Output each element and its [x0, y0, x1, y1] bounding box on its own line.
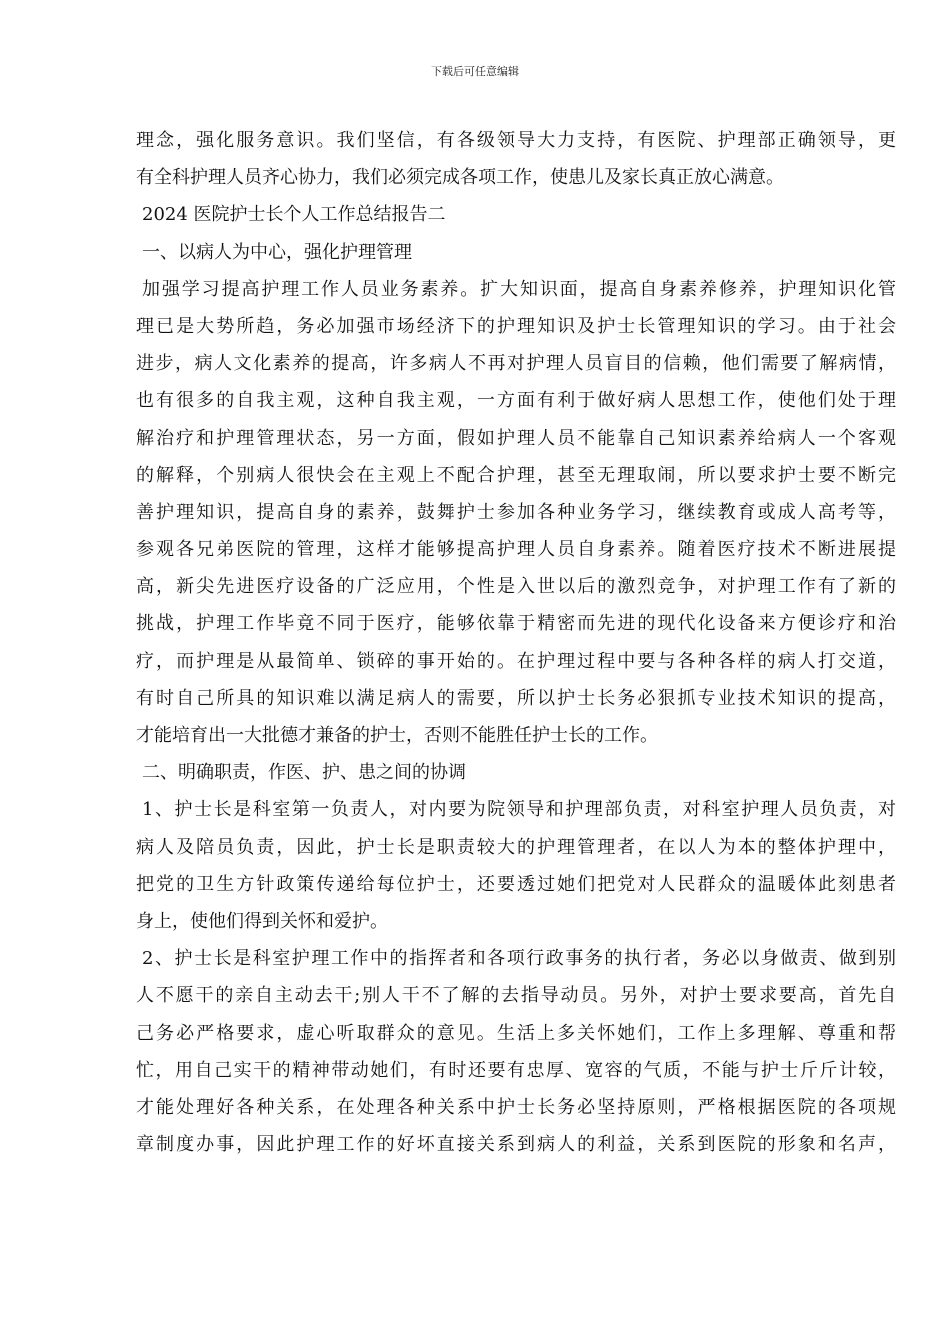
- text-line: 忙，用自己实干的精神带动她们，有时还要有忠厚、宽容的气质，不能与护士斤斤计较，: [136, 1059, 896, 1081]
- text-line: 把党的卫生方针政策传递给每位护士，还要透过她们把党对人民群众的温暖体此刻患者: [136, 873, 896, 895]
- text-line: 一、以病人为中心，强化护理管理: [142, 241, 412, 263]
- text-line: 善护理知识，提高自身的素养，鼓舞护士参加各种业务学习，继续教育或成人高考等，: [136, 501, 896, 523]
- text-line: 身上，使他们得到关怀和爱护。: [136, 910, 388, 932]
- text-line: 才能处理好各种关系，在处理各种关系中护士长务必坚持原则，严格根据医院的各项规: [136, 1096, 896, 1118]
- text-line: 进步，病人文化素养的提高，许多病人不再对护理人员盲目的信赖，他们需要了解病情，: [136, 353, 896, 375]
- text-line: 加强学习提高护理工作人员业务素养。扩大知识面，提高自身素养修养，护理知识化管: [142, 278, 896, 300]
- text-line: 有时自己所具的知识难以满足病人的需要，所以护士长务必狠抓专业技术知识的提高，: [136, 687, 896, 709]
- text-line: 1、护士长是科室第一负责人，对内要为院领导和护理部负责，对科室护理人员负责，对: [142, 799, 896, 821]
- text-line: 理念，强化服务意识。我们坚信，有各级领导大力支持，有医院、护理部正确领导，更: [136, 130, 896, 151]
- page-header: 下载后可任意编辑: [431, 65, 519, 78]
- text-line: 2024 医院护士长个人工作总结报告二: [142, 204, 446, 226]
- text-line: 挑战，护理工作毕竟不同于医疗，能够依靠于精密而先进的现代化设备来方便诊疗和治: [136, 613, 896, 635]
- text-line: 己务必严格要求，虚心听取群众的意见。生活上多关怀她们，工作上多理解、尊重和帮: [136, 1022, 896, 1044]
- text-line: 疗，而护理是从最简单、锁碎的事开始的。在护理过程中要与各种各样的病人打交道，: [136, 650, 896, 672]
- text-line: 也有很多的自我主观，这种自我主观，一方面有利于做好病人思想工作，使他们处于理: [136, 390, 896, 412]
- text-line: 解治疗和护理管理状态，另一方面，假如护理人员不能靠自己知识素养给病人一个客观: [136, 427, 896, 449]
- text-line: 人不愿干的亲自主动去干;别人干不了解的去指导动员。另外，对护士要求要高，首先自: [136, 985, 896, 1007]
- text-line: 有全科护理人员齐心协力，我们必须完成各项工作，使患儿及家长真正放心满意。: [136, 167, 784, 189]
- text-line: 二、明确职责，作医、护、患之间的协调: [142, 762, 466, 784]
- text-line: 病人及陪员负责，因此，护士长是职责较大的护理管理者，在以人为本的整体护理中，: [136, 836, 896, 858]
- text-line: 章制度办事，因此护理工作的好坏直接关系到病人的利益，关系到医院的形象和名声，: [136, 1134, 896, 1156]
- text-line: 2、护士长是科室护理工作中的指挥者和各项行政事务的执行者，务必以身做责、做到别: [142, 948, 896, 970]
- text-line: 理已是大势所趋，务必加强市场经济下的护理知识及护士长管理知识的学习。由于社会: [136, 315, 896, 337]
- text-line: 高，新尖先进医疗设备的广泛应用，个性是入世以后的激烈竞争，对护理工作有了新的: [136, 576, 896, 598]
- text-line: 的解释，个别病人很快会在主观上不配合护理，甚至无理取闹，所以要求护士要不断完: [136, 464, 896, 486]
- text-line: 参观各兄弟医院的管理，这样才能够提高护理人员自身素养。随着医疗技术不断进展提: [136, 539, 896, 561]
- text-line: 才能培育出一大批德才兼备的护士，否则不能胜任护士长的工作。: [136, 725, 658, 746]
- document-body: [136, 122, 896, 1163]
